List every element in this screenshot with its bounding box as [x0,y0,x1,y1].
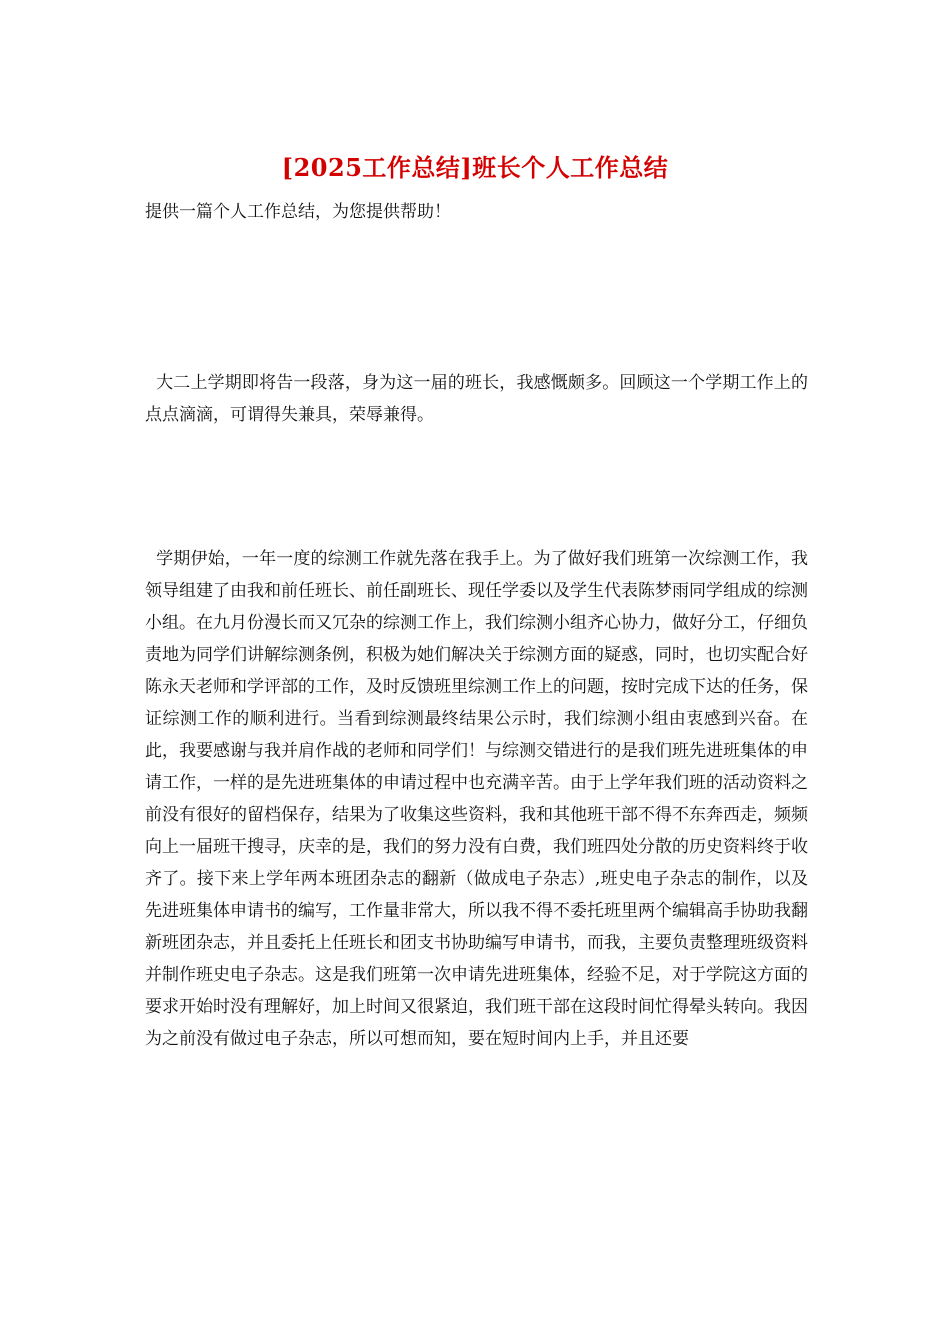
document-intro: 提供一篇个人工作总结，为您提供帮助！ [145,202,451,222]
body-paragraph-2: 学期伊始，一年一度的综测工作就先落在我手上。为了做好我们班第一次综测工作，我领导组建了由我和前任班长、前任副班长、现任学委以及学生代表陈梦雨同学组成的综测小组。在九月份漫长而又冗杂的综测工作上，我们综测小组齐心协力，做好分工，仔细负责地为同学们讲解综测条例，积极为她们解决关于综测方面的疑惑，同时，也切实配合好陈永天老师和学评部的工作，及时反馈班里综测工作上的问题，按时完成下达的任务，保证综测工作的顺利进行。当看到综测最终结果公示时，我们综测小组由衷感到兴奋。在此，我要感谢与我并肩作战的老师和同学们！与综测交错进行的是我们班先进班集体的申请工作，一样的是先进班集体的申请过程中也充满辛苦。由于上学年我们班的活动资料之前没有很好的留档保存，结果为了收集这些资料，我和其他班干部不得不东奔西走，频频向上一届班干搜寻，庆幸的是，我们的努力没有白费，我们班四处分散的历史资料终于收齐了。接下来上学年两本班团杂志的翻新（做成电子杂志）,班史电子杂志的制作，以及先进班集体申请书的编写，工作量非常大，所以我不得不委托班里两个编辑高手协助我翻新班团杂志，并且委托上任班长和团支书协助编写申请书，而我，主要负责整理班级资料并制作班史电子杂志。这是我们班第一次申请先进班集体，经验不足，对于学院这方面的要求开始时没有理解好，加上时间又很紧迫，我们班干部在这段时间忙得晕头转向。我因为之前没有做过电子杂志，所以可想而知，要在短时间内上手，并且还要 [145,549,808,1049]
body-paragraph-1: 大二上学期即将告一段落，身为这一届的班长，我感慨颇多。回顾这一个学期工作上的点点滴滴，可谓得失兼具，荣辱兼得。 [145,373,808,425]
document-title: [2025工作总结]班长个人工作总结 [281,153,669,182]
